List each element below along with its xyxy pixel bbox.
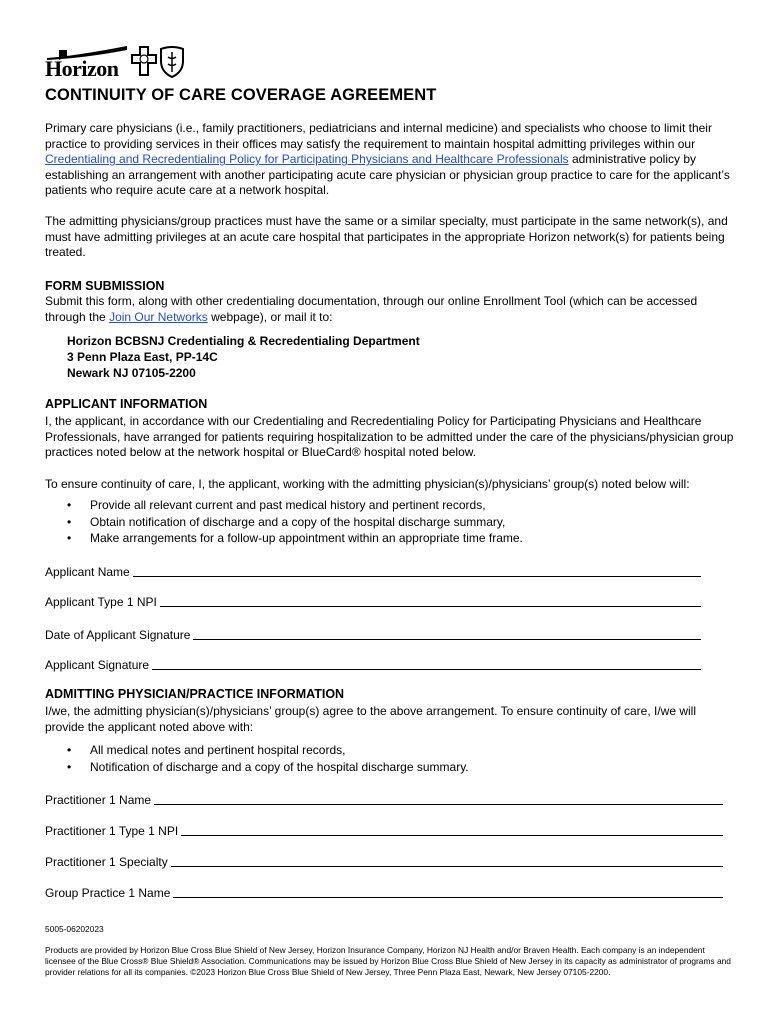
applicant-information-heading: APPLICANT INFORMATION — [45, 397, 208, 411]
group-practice-name-input[interactable] — [173, 885, 723, 898]
practitioner-specialty-input[interactable] — [171, 854, 723, 867]
practitioner-npi-input[interactable] — [181, 823, 723, 836]
form-submission-text: Submit this form, along with other credentialing documentation, through our online Enrollment Tool (which can be accessed through the Join Our Networks webpage), or mail it to: — [45, 294, 698, 324]
applicant-name-field[interactable] — [45, 561, 701, 579]
practitioner-specialty-field[interactable] — [45, 851, 723, 869]
form-number: 5005-06202023 — [45, 924, 104, 934]
blue-cross-icon — [131, 46, 157, 76]
applicant-bullet-list — [67, 497, 523, 547]
intro-paragraph-1: Primary care physicians (i.e., family practitioners, pediatricians and internal medicine) and specialists who choose to limit their practice to providing services in their offices may satisfy the requirement to maintain hospital admitting privileges within our Credentialing and Recredentialing Policy for Participating Physicians and Healthcare Professionals administrative policy by establishing an arrangement with another participating acute care physician or physician group practice to care for the applicant’s patients who require acute care at a network hospital. — [45, 121, 730, 198]
practitioner-name-input[interactable] — [154, 792, 723, 805]
field-label: Group Practice 1 Name — [45, 886, 171, 900]
address-line: Horizon BCBSNJ Credentialing & Recredentialing Department — [67, 334, 420, 348]
blue-shield-icon — [159, 46, 185, 78]
applicant-npi-field[interactable] — [45, 591, 701, 609]
applicant-signature-field[interactable] — [45, 654, 701, 672]
list-item: • All medical notes and pertinent hospital records, — [67, 742, 469, 759]
applicant-paragraph-1: I, the applicant, in accordance with our Credentialing and Recredentialing Policy for Participating Physicians and Healthcare Professionals, have arranged for patients requiring hospitalization to be admitted under the care of the physicians/physician group practices noted below at the network hospital or BlueCard® hospital noted below. — [45, 414, 734, 460]
field-label: Practitioner 1 Type 1 NPI — [45, 824, 179, 838]
group-practice-name-field[interactable] — [45, 882, 723, 900]
admitting-bullet-list — [67, 742, 469, 775]
admitting-physician-heading: ADMITTING PHYSICIAN/PRACTICE INFORMATION — [45, 687, 345, 701]
practitioner-npi-field[interactable] — [45, 820, 723, 838]
address-line: 3 Penn Plaza East, PP-14C — [67, 350, 218, 364]
field-label: Applicant Type 1 NPI — [45, 595, 157, 609]
address-line: Newark NJ 07105-2200 — [67, 366, 196, 380]
footer-disclaimer: Products are provided by Horizon Blue Cross Blue Shield of New Jersey, Horizon Insurance Company, Horizon NJ Health and/or Braven Health. Each company is an independent licensee of the Blue Cross® Blue Shield® Association. Communications may be issued by Horizon Blue Cross Blue Shield of New Jersey in its capacity as administrator of programs and provider relations for all its companies. ©2023 Horizon Blue Cross Blue Shield of New Jersey, Three Penn Plaza East, Newark, New Jersey 07105-2200. — [45, 945, 731, 978]
practitioner-name-field[interactable] — [45, 789, 723, 807]
field-label: Practitioner 1 Specialty — [45, 855, 168, 869]
intro-paragraph-2: The admitting physicians/group practices must have the same or a similar specialty, must participate in the same network(s), and must have admitting privileges at an acute care hospital that participates in the appropriate Horizon network(s) for patients being treated. — [45, 214, 728, 260]
field-label: Applicant Name — [45, 565, 130, 579]
applicant-signature-date-field[interactable] — [45, 624, 701, 642]
page-title: CONTINUITY OF CARE COVERAGE AGREEMENT — [45, 86, 437, 104]
applicant-npi-input[interactable] — [160, 594, 701, 607]
horizon-wordmark: Horizon — [45, 56, 119, 81]
credentialing-policy-link[interactable]: Credentialing and Recredentialing Policy for Participating Physicians and Healthcare Professionals — [45, 152, 569, 167]
mailing-address — [67, 333, 420, 381]
form-submission-heading: FORM SUBMISSION — [45, 279, 165, 293]
list-item: • Provide all relevant current and past medical history and pertinent records, — [67, 497, 523, 514]
applicant-paragraph-2: To ensure continuity of care, I, the applicant, working with the admitting physician(s)/physicians’ group(s) noted below will: — [45, 477, 690, 491]
field-label: Practitioner 1 Name — [45, 793, 152, 807]
list-item: • Notification of discharge and a copy of the hospital discharge summary. — [67, 759, 469, 776]
list-item: • Make arrangements for a follow-up appointment within an appropriate time frame. — [67, 530, 523, 547]
applicant-signature-date-input[interactable] — [193, 627, 701, 640]
horizon-logo — [45, 44, 195, 80]
list-item: • Obtain notification of discharge and a copy of the hospital discharge summary, — [67, 514, 523, 531]
field-label: Applicant Signature — [45, 658, 150, 672]
field-label: Date of Applicant Signature — [45, 628, 191, 642]
applicant-signature-input[interactable] — [152, 657, 701, 670]
admitting-paragraph: I/we, the admitting physician(s)/physicians’ group(s) agree to the above arrangement. To ensure continuity of care, I/we will provide the applicant noted above with: — [45, 704, 696, 734]
join-our-networks-link[interactable]: Join Our Networks — [109, 309, 208, 324]
applicant-name-input[interactable] — [133, 564, 701, 577]
